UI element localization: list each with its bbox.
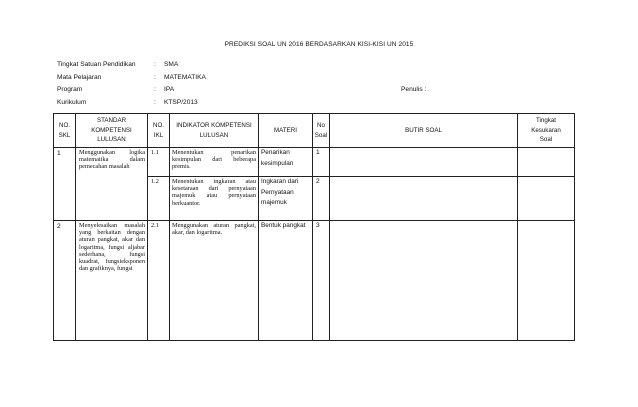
header-line: MATERI [274,126,297,134]
header-no-skl [54,114,76,148]
cell-butir-soal[interactable] [330,221,518,341]
cell-tingkat-kesukaran[interactable] [518,148,575,177]
cell-butir-soal[interactable] [330,177,518,221]
header-no-ikl [148,114,170,148]
meta-label: Kurikulum [57,98,87,106]
header-line: KOMPETENSI [91,126,132,134]
header-line: NO. [58,121,70,129]
cell-indikator: Menggunakan aturan pangkat, akar, dan logaritma. [170,221,259,341]
meta-value: KTSP/2013 [164,98,198,106]
meta-value: MATEMATIKA [164,73,206,81]
meta-colon: : [154,61,156,68]
header-line: LULUSAN [97,136,126,144]
header-line: No [317,121,325,129]
meta-value: IPA [164,86,175,94]
table-header-row [54,114,575,148]
header-line: BUTIR SOAL [405,126,442,134]
cell-standar-kompetensi: Menyelesaikan masalah yang berkaitan dengan aturan pangkat, akar dan logaritma, fungsi aljabar sederhana, fungsi kuadrat, fungsieksponen dan grafiknya, fungsi [76,221,148,341]
cell-standar-kompetensi: Menggunakan logika matematika dalam pemecahan masalah [76,148,148,221]
header-line: IKL [153,131,164,139]
penulis-label: Penulis : [401,86,427,93]
meta-colon: : [154,73,156,81]
header-line: Kesukaran [531,126,561,134]
header-no-soal [313,114,330,148]
meta-value: SMA [164,61,179,68]
header-line: SKL [58,131,71,139]
cell-indikator: Menentukan ingkaran atau kesetaraan dari pernyataan majemuk atau pernyataan berkuantor. [170,177,259,221]
cell-no-skl: 1 [54,148,76,221]
meta-colon: : [154,98,156,106]
header-line: Soal [539,136,553,144]
cell-no-skl: 2 [54,221,76,341]
header-line: Soal [314,131,328,139]
cell-tingkat-kesukaran[interactable] [518,221,575,341]
cell-no-soal: 2 [313,177,330,221]
cell-no-ikl: 2.1 [148,221,170,341]
document-title: PREDIKSI SOAL UN 2016 BERDASARKAN KISI-KISI UN 2015 [224,41,414,48]
kisi-kisi-table [53,113,575,341]
header-standar-kompetensi [76,114,148,148]
header-tingkat-kesukaran [518,114,575,148]
cell-no-ikl: 1.1 [148,148,170,177]
cell-no-ikl: 1.2 [148,177,170,221]
table-row [54,148,575,177]
header-indikator [170,114,259,148]
header-line: INDIKATOR KOMPETENSI [176,121,252,129]
header-materi [259,114,313,148]
cell-butir-soal[interactable] [330,148,518,177]
header-butir-soal [330,114,518,148]
header-line: STANDAR [96,117,127,125]
meta-colon: : [154,86,156,94]
cell-materi: Penarikan kesimpulan [259,148,313,177]
header-line: NO. [152,121,164,129]
cell-tingkat-kesukaran[interactable] [518,177,575,221]
cell-materi: Ingkaran dari Pernyataan majemuk [259,177,313,221]
cell-materi: Bentuk pangkat [259,221,313,341]
cell-no-soal: 3 [313,221,330,341]
cell-no-soal: 1 [313,148,330,177]
cell-indikator: Menentukan penarikan kesimpulan dari beberapa premis. [170,148,259,177]
meta-label: Mata Pelajaran [57,73,102,81]
meta-label: Program [57,86,83,94]
meta-label: Tingkat Satuan Pendidikan [57,61,136,68]
table-row [54,221,575,341]
header-line: LULUSAN [199,131,229,139]
header-line: Tingkat [535,117,557,125]
